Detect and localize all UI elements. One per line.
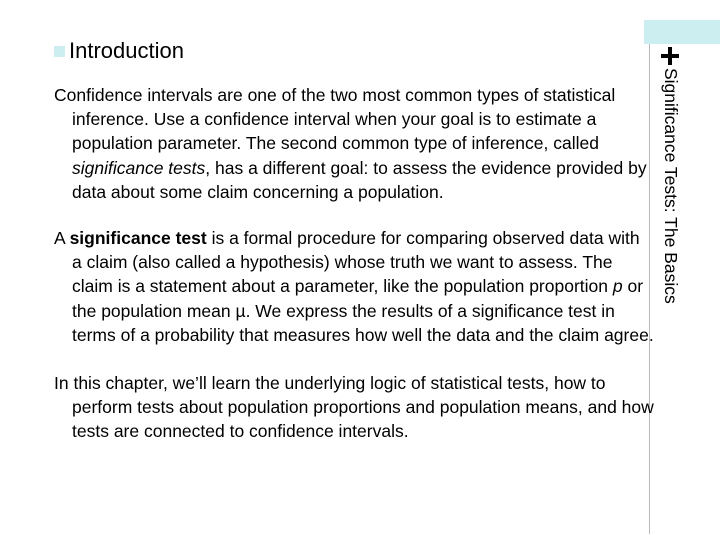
para2-text-middle: is a formal procedure for comparing observed data with a claim (also called a hypothesis) whose truth we want to assess. The claim is a statement about a parameter, like the population proportion <box>72 228 640 297</box>
plus-icon <box>661 47 679 65</box>
heading-text: Introduction <box>69 38 184 63</box>
para2-term: significance test <box>69 228 207 249</box>
square-bullet-icon <box>54 46 65 57</box>
para1-text-end: , has a different goal: to assess the evidence provided by data about some claim concerning a population. <box>72 157 647 202</box>
para2-var-p: p <box>612 276 623 297</box>
corner-accent-block <box>644 20 720 44</box>
paragraph-chapter-overview: In this chapter, we’ll learn the underlying logic of statistical tests, how to perform tests about population proportions and population means, and how tests are connected to confidence intervals. <box>54 373 654 442</box>
para1-text-start: Confidence intervals are one of the two most common types of statistical inference. Use a confidence interval when your goal is to estimate a population parameter. The second common type of inference, called <box>54 85 616 154</box>
slide-body <box>54 83 654 466</box>
paragraph-significance-test <box>54 226 654 347</box>
para1-emphasis: significance tests <box>72 157 206 178</box>
section-heading <box>54 36 184 66</box>
para2-var-mu: µ <box>235 300 246 321</box>
para2-text-middle2: or the population mean <box>72 276 644 321</box>
para2-text-end: . We express the results of a significance test in terms of a probability that measures how well the data and the claim agree. <box>72 300 654 345</box>
side-title: Significance Tests: The Basics <box>661 68 681 304</box>
paragraph-confidence-intervals <box>54 83 654 204</box>
side-title-bar <box>659 68 683 364</box>
para2-lead: A <box>54 228 70 249</box>
